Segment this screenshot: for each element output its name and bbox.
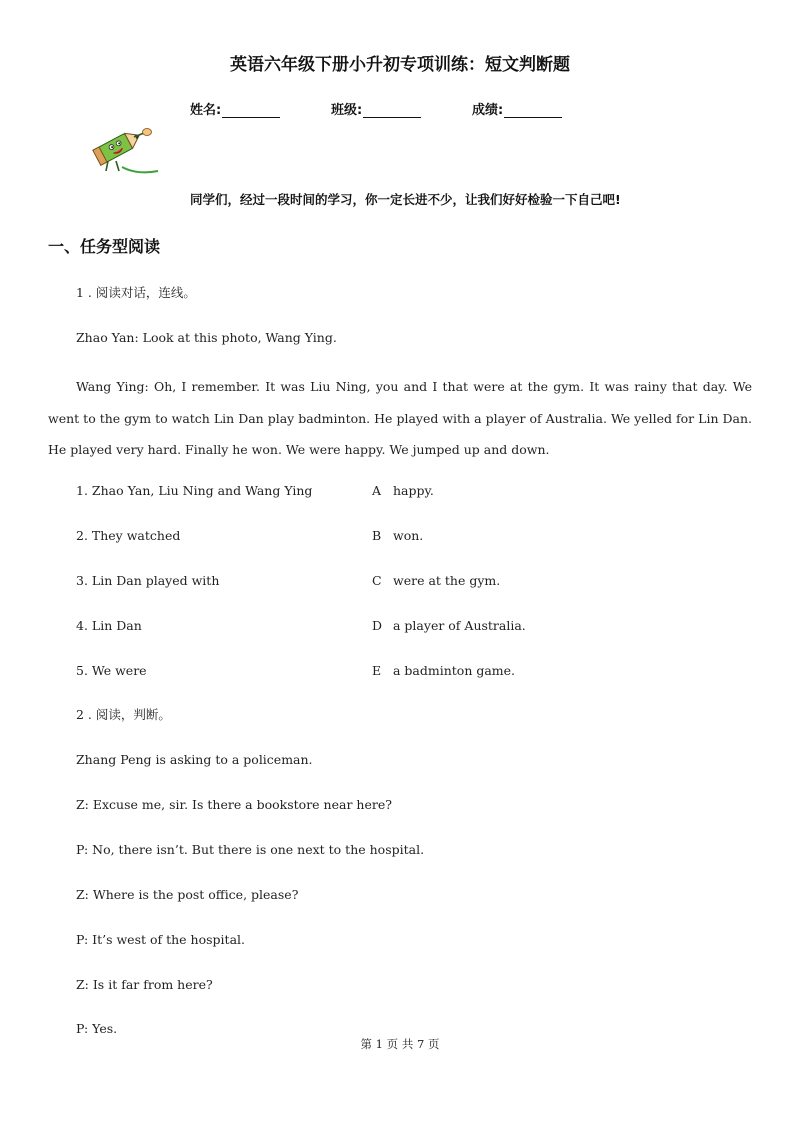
match-left-item-4: 4. Lin Dan bbox=[76, 618, 142, 633]
match-left-item-3: 3. Lin Dan played with bbox=[76, 573, 220, 588]
page-title: 英语六年级下册小升初专项训练：短文判断题 bbox=[230, 55, 570, 75]
encouragement-text: 同学们，经过一段时间的学习，你一定长进不少，让我们好好检验一下自己吧! bbox=[190, 192, 621, 207]
score-field[interactable] bbox=[472, 99, 562, 118]
q2-instruction: 2 . 阅读，判断。 bbox=[76, 707, 171, 722]
match-letter: A bbox=[372, 483, 382, 498]
class-field[interactable] bbox=[331, 99, 421, 118]
match-right-item-c bbox=[372, 573, 500, 588]
class-label: 班级: bbox=[331, 103, 363, 118]
q2-line-1: Zhang Peng is asking to a policeman. bbox=[76, 752, 313, 767]
match-left-item-2: 2. They watched bbox=[76, 528, 181, 543]
match-left-item-5: 5. We were bbox=[76, 663, 147, 678]
q2-line-7: P: Yes. bbox=[76, 1021, 118, 1036]
score-label: 成绩: bbox=[472, 103, 504, 118]
q1-dialogue-line: Zhao Yan: Look at this photo, Wang Ying. bbox=[76, 330, 337, 345]
name-label: 姓名: bbox=[190, 103, 222, 118]
name-blank[interactable] bbox=[222, 103, 280, 118]
q1-paragraph: Wang Ying: Oh, I remember. It was Liu Ning, you and I that were at the gym. It was rainy that day. We went to the gym to watch Lin Dan play badminton. He played with a player of Australia. We yelled for Lin Dan. He played very hard. Finally he won. We were happy. We jumped up and down. bbox=[48, 379, 752, 457]
q2-line-6: Z: Is it far from here? bbox=[76, 977, 213, 992]
match-text: were at the gym. bbox=[393, 573, 501, 588]
q2-line-4: Z: Where is the post office, please? bbox=[76, 887, 299, 902]
match-right-item-e bbox=[372, 663, 515, 678]
match-text: happy. bbox=[393, 483, 434, 498]
q1-instruction: 1 . 阅读对话，连线。 bbox=[76, 285, 196, 300]
match-text: a badminton game. bbox=[393, 663, 516, 678]
match-right-item-a bbox=[372, 483, 434, 498]
name-field[interactable] bbox=[190, 99, 280, 118]
match-text: won. bbox=[393, 528, 424, 543]
match-letter: E bbox=[372, 663, 382, 678]
q2-line-3: P: No, there isn’t. But there is one next to the hospital. bbox=[76, 842, 425, 857]
q2-line-5: P: It’s west of the hospital. bbox=[76, 932, 245, 947]
q2-line-2: Z: Excuse me, sir. Is there a bookstore near here? bbox=[76, 797, 392, 812]
match-letter: D bbox=[372, 618, 383, 633]
student-info-row bbox=[0, 99, 800, 119]
match-letter: B bbox=[372, 528, 382, 543]
page-footer: 第 1 页 共 7 页 bbox=[360, 1037, 440, 1051]
section-heading: 一、任务型阅读 bbox=[48, 237, 161, 256]
pencil-mascot-icon bbox=[92, 125, 162, 177]
match-letter: C bbox=[372, 573, 382, 588]
match-text: a player of Australia. bbox=[393, 618, 526, 633]
class-blank[interactable] bbox=[363, 103, 421, 118]
match-left-item-1: 1. Zhao Yan, Liu Ning and Wang Ying bbox=[76, 483, 313, 498]
score-blank[interactable] bbox=[504, 103, 562, 118]
match-right-item-d bbox=[372, 618, 526, 633]
match-right-item-b bbox=[372, 528, 423, 543]
